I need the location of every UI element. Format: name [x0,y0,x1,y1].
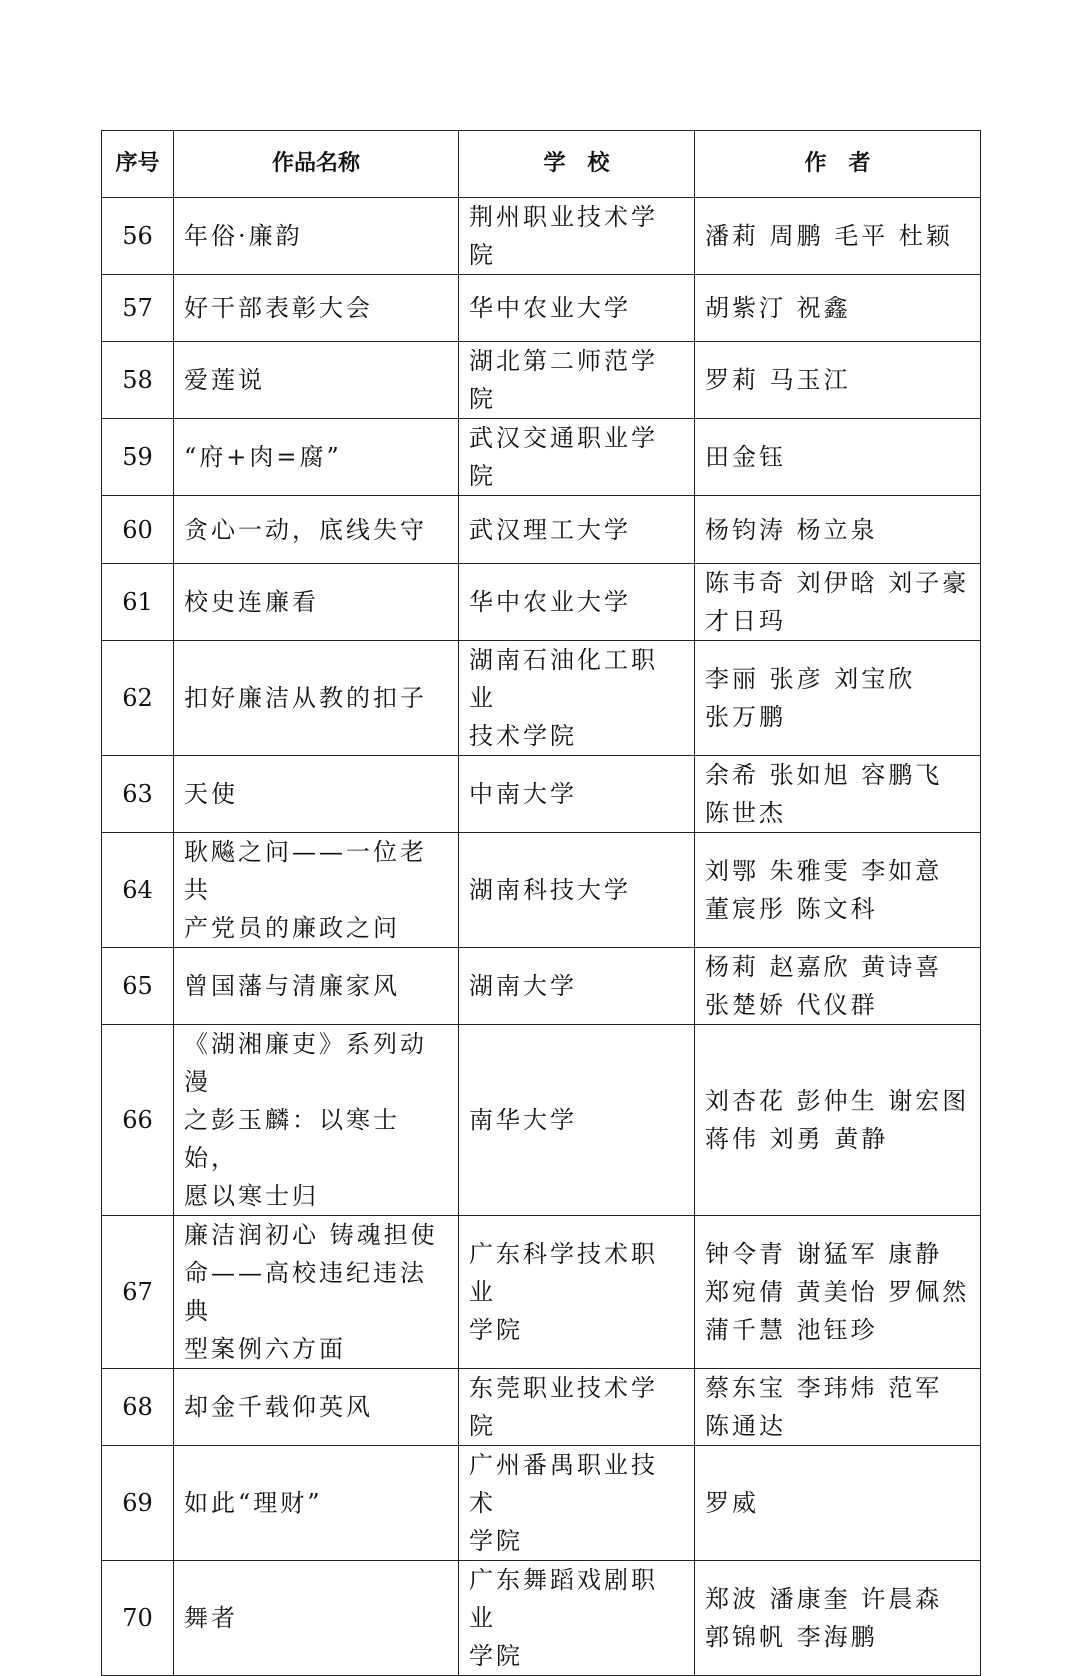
row-school: 武汉理工大学 [459,496,695,564]
row-number: 56 [102,198,174,275]
row-title: 好干部表彰大会 [174,275,459,342]
row-authors: 杨钧涛 杨立泉 [695,496,981,564]
table-row [102,833,981,948]
table-row [102,342,981,419]
row-authors: 潘莉 周鹏 毛平 杜颖 [695,198,981,275]
table-row [102,1369,981,1446]
header-authors: 作 者 [695,131,981,198]
table-row [102,948,981,1025]
row-title: 如此“理财” [174,1446,459,1561]
row-authors: 李丽 张彦 刘宝欣 张万鹏 [695,641,981,756]
table-row [102,1561,981,1676]
row-number: 61 [102,564,174,641]
table-row [102,198,981,275]
row-authors: 郑波 潘康奎 许晨森 郭锦帆 李海鹏 [695,1561,981,1676]
row-number: 69 [102,1446,174,1561]
table-body [102,198,981,1676]
row-number: 63 [102,756,174,833]
header-row [102,131,981,198]
row-authors: 钟令青 谢猛军 康静 郑宛倩 黄美怡 罗佩然 蒲千慧 池钰珍 [695,1216,981,1369]
row-number: 65 [102,948,174,1025]
table-row [102,641,981,756]
header-school: 学 校 [459,131,695,198]
row-title: 爱莲说 [174,342,459,419]
row-school: 湖南大学 [459,948,695,1025]
table-row [102,1446,981,1561]
row-number: 59 [102,419,174,496]
row-authors: 陈韦奇 刘伊晗 刘子豪 才日玛 [695,564,981,641]
row-school: 中南大学 [459,756,695,833]
table-row [102,564,981,641]
row-title: 贪心一动，底线失守 [174,496,459,564]
row-school: 广州番禺职业技术 学院 [459,1446,695,1561]
row-title: 廉洁润初心 铸魂担使 命——高校违纪违法典 型案例六方面 [174,1216,459,1369]
row-authors: 杨莉 赵嘉欣 黄诗喜 张楚娇 代仪群 [695,948,981,1025]
row-title: 耿飚之问——一位老共 产党员的廉政之问 [174,833,459,948]
table-row [102,1216,981,1369]
row-title: 《湖湘廉吏》系列动漫 之彭玉麟：以寒士始， 愿以寒士归 [174,1025,459,1216]
row-number: 64 [102,833,174,948]
row-authors: 罗威 [695,1446,981,1561]
row-school: 东莞职业技术学院 [459,1369,695,1446]
row-number: 68 [102,1369,174,1446]
table-row [102,1025,981,1216]
row-title: 年俗·廉韵 [174,198,459,275]
row-number: 60 [102,496,174,564]
row-number: 62 [102,641,174,756]
row-number: 66 [102,1025,174,1216]
row-school: 湖南石油化工职业 技术学院 [459,641,695,756]
row-school: 荆州职业技术学院 [459,198,695,275]
row-title: 曾国藩与清廉家风 [174,948,459,1025]
row-school: 华中农业大学 [459,275,695,342]
row-school: 广东科学技术职业 学院 [459,1216,695,1369]
row-authors: 余希 张如旭 容鹏飞 陈世杰 [695,756,981,833]
header-title: 作品名称 [174,131,459,198]
header-number: 序号 [102,131,174,198]
row-school: 广东舞蹈戏剧职业 学院 [459,1561,695,1676]
row-number: 70 [102,1561,174,1676]
row-title: 天使 [174,756,459,833]
row-number: 58 [102,342,174,419]
row-authors: 刘杏花 彭仲生 谢宏图 蒋伟 刘勇 黄静 [695,1025,981,1216]
row-authors: 罗莉 马玉江 [695,342,981,419]
table-row [102,756,981,833]
row-authors: 田金钰 [695,419,981,496]
table-row [102,496,981,564]
row-authors: 胡紫汀 祝鑫 [695,275,981,342]
row-school: 武汉交通职业学院 [459,419,695,496]
table-row [102,419,981,496]
row-number: 67 [102,1216,174,1369]
row-authors: 刘鄂 朱雅雯 李如意 董宸彤 陈文科 [695,833,981,948]
row-title: 舞者 [174,1561,459,1676]
row-title: “府+肉=腐” [174,419,459,496]
row-school: 湖南科技大学 [459,833,695,948]
awards-table [101,130,981,1676]
row-title: 扣好廉洁从教的扣子 [174,641,459,756]
row-school: 南华大学 [459,1025,695,1216]
row-authors: 蔡东宝 李玮炜 范军 陈通达 [695,1369,981,1446]
row-title: 却金千载仰英风 [174,1369,459,1446]
table-row [102,275,981,342]
row-title: 校史连廉看 [174,564,459,641]
row-school: 湖北第二师范学院 [459,342,695,419]
row-number: 57 [102,275,174,342]
row-school: 华中农业大学 [459,564,695,641]
